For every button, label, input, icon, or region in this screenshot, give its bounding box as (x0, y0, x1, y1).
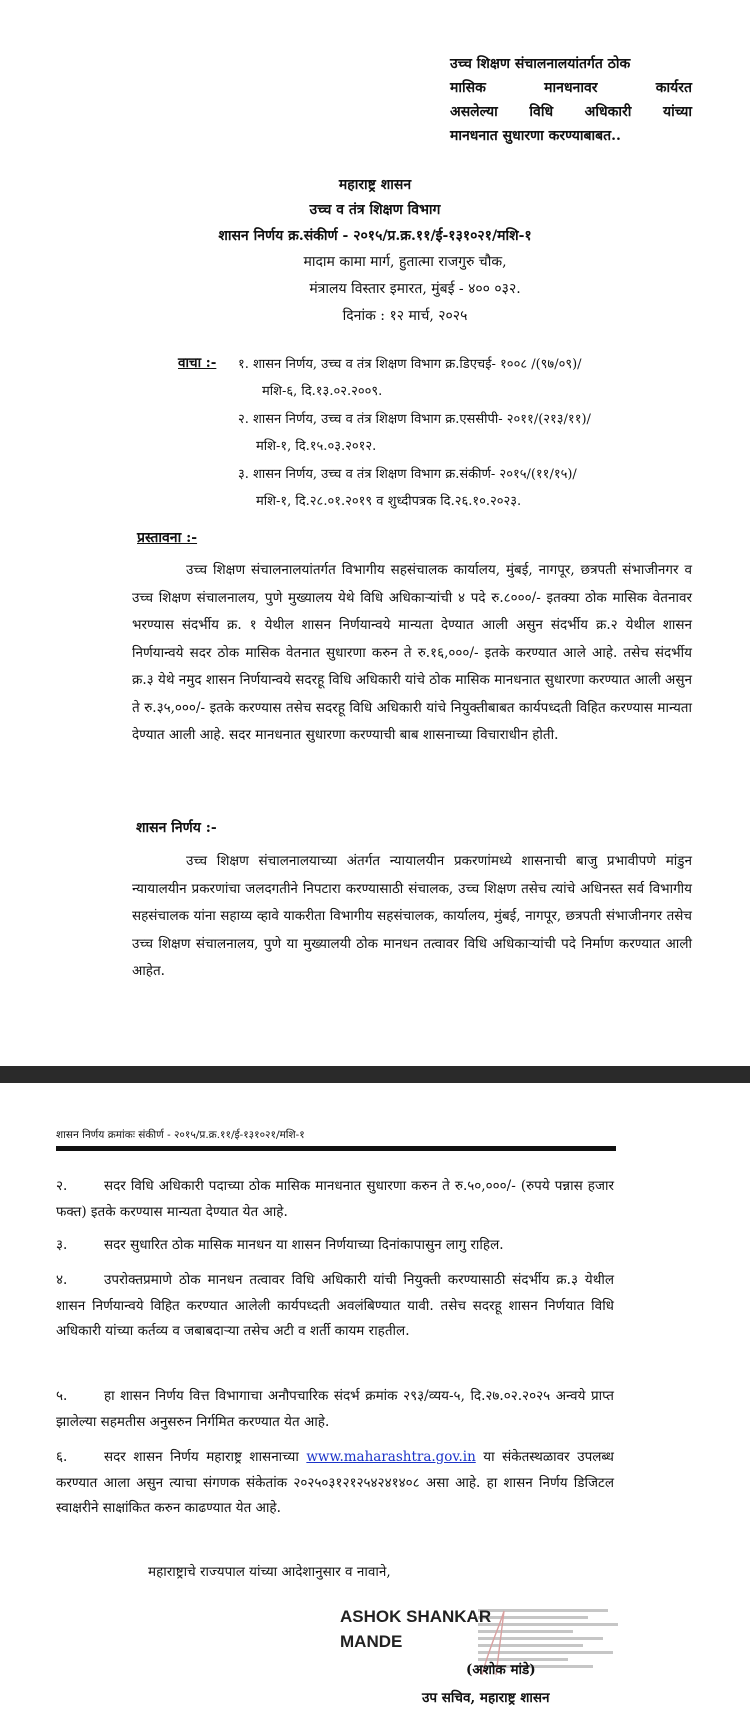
subject-line: असलेल्या विधि अधिकारी यांच्या (450, 104, 692, 120)
gr-number: शासन निर्णय क्र.संकीर्ण - २०१५/प्र.क्र.११/ई-१३१०२१/मशि-१ (218, 228, 532, 244)
item-number: ६. (56, 1449, 68, 1465)
item-number: २. (56, 1178, 68, 1194)
subject-line: मासिक मानधनावर कार्यरत (450, 80, 692, 96)
item-text: सदर सुधारित ठोक मासिक मानधन या शासन निर्णयाच्या दिनांकापासुन लागु राहिल. (104, 1237, 504, 1253)
decision-item-5 (56, 1384, 614, 1435)
reference-3-line-1: ३. शासन निर्णय, उच्च व तंत्र शिक्षण विभाग क्र.संकीर्ण- २०१५/(११/१५)/ (238, 467, 577, 482)
signatory-designation: उप सचिव, महाराष्ट्र शासन (422, 1690, 550, 1706)
item-text-before-link: सदर शासन निर्णय महाराष्ट्र शासनाच्या (104, 1449, 299, 1465)
reference-3-line-2: मशि-१, दि.२८.०१.२०१९ व शुध्दीपत्रक दि.२६.१०.२०२३. (256, 494, 522, 509)
reference-2-line-1: २. शासन निर्णय, उच्च व तंत्र शिक्षण विभाग क्र.एससीपी- २०११/(२१३/११)/ (238, 412, 591, 427)
reference-1-line-2: मशि-६, दि.१३.०२.२००९. (262, 384, 383, 399)
running-header: शासन निर्णय क्रमांकः संकीर्ण - २०१५/प्र.क्र.११/ई-१३१०२१/मशि-१ (56, 1129, 305, 1141)
item-number: ५. (56, 1388, 68, 1404)
signatory-name: (अशोक मांडे) (466, 1662, 536, 1678)
page-divider (0, 1066, 750, 1083)
decision-item-2 (56, 1174, 614, 1225)
digital-signer-name (340, 1604, 491, 1654)
preamble-text: उच्च शिक्षण संचालनालयांतर्गत विभागीय सहसंचालक कार्यालय, मुंबई, नागपूर, छत्रपती संभाजीनगर व उच्च शिक्षण संचालनालय, पुणे मुख्यालय येथे विधि अधिकाऱ्यांची ४ पदे रु.८०००/- इतक्या ठोक मासिक वेतनावर भरण्यास संदर्भीय क्र. १ येथील शासन निर्णयान्वये मान्यता देण्यात आली असुन संदर्भीय क्र.२ येथील शासन निर्णयान्वये सदर ठोक मासिक वेतनात सुधारणा करुन ते रु.१६,०००/- इतके करण्यात आले आहे. तसेच संदर्भीय क्र.३ येथे नमुद शासन निर्णयान्वये सदरहू विधि अधिकारी यांचे ठोक मासिक मानधनात सुधारणा करण्यात आली असुन ते रु.३५,०००/- इतके करण्यास तसेच सदरहू विधि अधिकारी यांचे नियुक्तीबाबत कार्यपध्दती विहित करण्यास मान्यता देण्यात आली आहे. सदर मानधनात सुधारणा करण्याची बाब शासनाच्या विचाराधीन होती. (132, 562, 692, 743)
subject-line: उच्च शिक्षण संचालनालयांतर्गत ठोक (450, 56, 631, 72)
references-heading: वाचा :- (178, 355, 217, 371)
reference-2-line-2: मशि-१, दि.१५.०३.२०१२. (256, 439, 377, 454)
address-line-1: मादाम कामा मार्ग, हुतात्मा राजगुरु चौक, (303, 254, 507, 270)
decision-text: उच्च शिक्षण संचालनालयाच्या अंतर्गत न्यायालयीन प्रकरणांमध्ये शासनाची बाजु प्रभावीपणे मांडुन न्यायालयीन प्रकरणांचा जलदगतीने निपटारा करण्यासाठी संचालक, उच्च शिक्षण तसेच त्यांचे अधिनस्त सर्व विभागीय सहसंचालक यांना सहाय्य व्हावे याकरीता विभागीय सहसंचालक, कार्यालय, मुंबई, नागपूर, छत्रपती संभाजीनगर तसेच उच्च शिक्षण संचालनालय, पुणे या मुख्यालयी ठोक मानधन तत्वावर विधि अधिकाऱ्यांची पदे निर्माण करण्यात आली आहेत. (132, 853, 692, 979)
item-text: हा शासन निर्णय वित्त विभागाचा अनौपचारिक संदर्भ क्रमांक २९३/व्यय-५, दि.२७.०२.२०२५ अन्वये प्राप्त झालेल्या सहमतीस अनुसरुन निर्गमित करण्यात येत आहे. (56, 1388, 614, 1430)
preamble-heading: प्रस्तावना :- (137, 530, 198, 546)
decision-item-3 (56, 1233, 614, 1259)
reference-1-line-1: १. शासन निर्णय, उच्च व तंत्र शिक्षण विभाग क्र.डिएचई- १००८ /(९७/०९)/ (238, 357, 582, 372)
item-text-after-link: या संकेतस्थळावर उपलब्ध करण्यात आला असुन त्याचा संगणक संकेतांक २०२५०३१२१२५४२४१४०८ असा आहे. हा शासन निर्णय डिजिटल स्वाक्षरीने साक्षांकित करुन काढण्यात येत आहे. (56, 1449, 614, 1516)
item-text: उपरोक्तप्रमाणे ठोक मानधन तत्वावर विधि अधिकारी यांची नियुक्ती करण्यासाठी संदर्भीय क्र.३ येथील शासन निर्णयान्वये विहित करण्यात आलेली कार्यपध्दती अवलंबिण्यात यावी. तसेच सदरहू शासन निर्णयात विधि अधिकारी यांच्या कर्तव्य व जबाबदाऱ्या तसेच अटी व शर्ती कायम राहतील. (56, 1272, 614, 1339)
government-name: महाराष्ट्र शासन (338, 177, 412, 193)
department-name: उच्च व तंत्र शिक्षण विभाग (309, 202, 441, 218)
header-rule (56, 1146, 616, 1151)
subject-block (450, 52, 692, 148)
item-text: सदर विधि अधिकारी पदाच्या ठोक मासिक मानधनात सुधारणा करुन ते रु.५०,०००/- (रुपये पन्नास हजार फक्त) इतके करण्यास मान्यता देण्यात येत आहे. (56, 1178, 614, 1220)
item-number: ४. (56, 1272, 68, 1288)
subject-line: मानधनात सुधारणा करण्याबाबत.. (450, 128, 621, 144)
gr-date: दिनांक : १२ मार्च, २०२५ (342, 308, 468, 324)
signer-first-name: ASHOK SHANKAR (340, 1607, 492, 1626)
signer-last-name: MANDE (340, 1632, 403, 1651)
decision-item-6 (56, 1445, 614, 1522)
website-link[interactable]: www.maharashtra.gov.in (306, 1449, 476, 1465)
decision-heading: शासन निर्णय :- (136, 820, 217, 836)
address-line-2: मंत्रालय विस्तार इमारत, मुंबई - ४०० ०३२. (309, 281, 521, 297)
item-number: ३. (56, 1237, 68, 1253)
closing-line: महाराष्ट्राचे राज्यपाल यांच्या आदेशानुसार व नावाने, (148, 1564, 391, 1580)
decision-item-4 (56, 1268, 614, 1345)
